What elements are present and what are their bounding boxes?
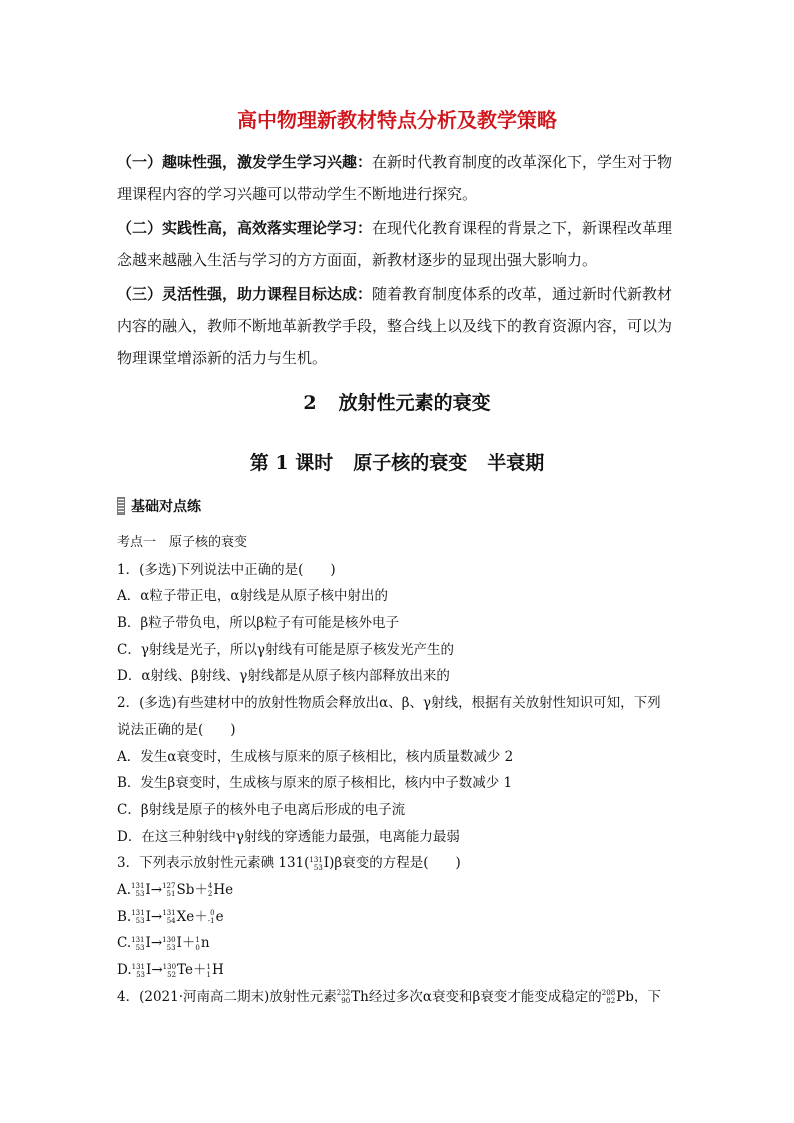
reactant: I→ xyxy=(145,881,163,898)
iodine-symbol: I xyxy=(323,855,330,872)
nuclide-charge: 0 xyxy=(195,943,200,952)
q4-stem-tail: ，下 xyxy=(633,988,661,1005)
lead-symbol: Pb xyxy=(616,988,634,1005)
section-title xyxy=(0,388,794,415)
intro-heading-1: （一）趣味性强，激发学生学习兴趣： xyxy=(117,153,373,171)
option-label: A. xyxy=(117,881,132,898)
nuclide-mass: 232 xyxy=(336,989,351,998)
nuclide xyxy=(208,882,212,898)
nuclide-charge: 53 xyxy=(135,890,145,899)
option-label: C. xyxy=(117,935,132,952)
nuclide-charge: 53 xyxy=(166,943,176,952)
nuclide xyxy=(162,882,175,898)
q2-option-d: D．在这三种射线中γ射线的穿透能力最强，电离能力最弱 xyxy=(117,828,460,845)
thorium-symbol: Th xyxy=(351,988,369,1005)
nuclide-charge: 90 xyxy=(341,997,351,1006)
practice-tag xyxy=(117,496,201,516)
nuclide-charge: 53 xyxy=(313,863,323,872)
nuclide-mass: 127 xyxy=(162,882,176,891)
nuclide xyxy=(207,963,211,979)
nuclide xyxy=(162,936,175,952)
nuclide xyxy=(132,963,145,979)
nuclide xyxy=(131,909,144,925)
product: Sb＋ xyxy=(176,881,208,898)
nuclide-charge: 2 xyxy=(207,890,213,899)
intro-text-3: 随着教育制度体系的改革，通过新时代新教材内容的融入，教师不断地革新教学手段，整合线上以及线下的教育资源内容，可以为物理课堂增添新的活力与生机。 xyxy=(117,285,673,367)
q3-stem-part: 3．下列表示放射性元素碘 131( xyxy=(117,855,310,872)
thorium-nuclide xyxy=(337,989,350,1005)
section-number: 2 xyxy=(303,392,317,414)
option-label: B. xyxy=(117,908,132,925)
lesson-topic-1: 原子核的衰变 xyxy=(353,452,468,474)
nuclide xyxy=(131,936,144,952)
q3-option-c xyxy=(117,930,679,957)
nuclide-mass: 1 xyxy=(195,935,200,944)
intro-paragraph-2 xyxy=(117,212,679,276)
nuclide-charge: 51 xyxy=(166,890,176,899)
knowledge-point: 考点一 原子核的衰变 xyxy=(117,535,248,550)
q4-stem xyxy=(117,984,679,1011)
nuclide-mass: 130 xyxy=(162,935,176,944)
q1-option-b: B．β粒子带负电，所以β粒子有可能是核外电子 xyxy=(117,615,400,632)
reactant: I→ xyxy=(146,962,163,978)
nuclide-charge: 52 xyxy=(167,970,177,979)
particle: n xyxy=(200,935,210,952)
particle: H xyxy=(211,962,224,978)
nuclide-mass: 1 xyxy=(206,962,211,971)
q2-option-a: A．发生α衰变时，生成核与原来的原子核相比，核内质量数减少 2 xyxy=(117,748,514,765)
nuclide-charge: 53 xyxy=(135,943,145,952)
q3-stem xyxy=(117,850,679,877)
lesson-title xyxy=(0,448,794,475)
nuclide xyxy=(208,909,215,925)
lesson-number: 第 1 课时 xyxy=(249,452,334,474)
nuclide xyxy=(162,909,175,925)
nuclide-mass: 131 xyxy=(131,882,145,891)
q2-stem-line2: 说法正确的是( ) xyxy=(117,721,236,738)
q2-option-c: C．β射线是原子的核外电子电离后形成的电子流 xyxy=(117,801,406,818)
iodine-nuclide xyxy=(309,856,322,872)
nuclide-mass: 131 xyxy=(162,909,176,918)
nuclide-mass: 0 xyxy=(210,909,215,918)
intro-section xyxy=(117,146,679,374)
q3-option-d xyxy=(117,957,679,984)
nuclide-charge: 1 xyxy=(206,970,211,979)
tag-bar-icon xyxy=(117,497,125,515)
reactant: I→ xyxy=(145,935,163,952)
nuclide-mass: 4 xyxy=(207,882,213,891)
nuclide-mass: 131 xyxy=(131,909,145,918)
tag-label: 基础对点练 xyxy=(131,499,201,515)
product: I＋ xyxy=(176,935,196,952)
q1-stem: 1．(多选)下列说法中正确的是( ) xyxy=(117,561,336,578)
particle: e xyxy=(215,908,224,925)
intro-heading-3: （三）灵活性强，助力课程目标达成： xyxy=(117,285,373,303)
q1-option-d: D．α射线、β射线、γ射线都是从原子核内部释放出来的 xyxy=(117,668,450,685)
nuclide-charge: 53 xyxy=(135,917,145,926)
section-name: 放射性元素的衰变 xyxy=(338,392,491,414)
q3-stem-tail: )β衰变的方程是( ) xyxy=(329,855,461,872)
q4-stem-part: 4．(2021·河南高二期末)放射性元素 xyxy=(117,988,337,1005)
lesson-topic-2: 半衰期 xyxy=(487,452,545,474)
intro-paragraph-3 xyxy=(117,278,679,374)
intro-text-2: 在现代化教育课程的背景之下，新课程改革理念越来越融入生活与学习的方方面面，新教材逐步的显现出强大影响力。 xyxy=(117,219,673,269)
nuclide xyxy=(163,963,176,979)
nuclide-mass: 131 xyxy=(131,935,145,944)
nuclide-charge: -1 xyxy=(207,917,215,926)
particle: He xyxy=(213,881,234,898)
nuclide-mass: 130 xyxy=(162,962,177,971)
nuclide xyxy=(131,882,144,898)
nuclide-mass: 131 xyxy=(309,855,323,864)
q3-option-b xyxy=(117,904,679,931)
product: Xe＋ xyxy=(176,908,208,925)
nuclide xyxy=(195,936,199,952)
q2-stem-line1: 2．(多选)有些建材中的放射性物质会释放出α、β、γ射线，根据有关放射性知识可知，下列 xyxy=(117,695,661,712)
q2-option-b: B．发生β衰变时，生成核与原来的原子核相比，核内中子数减少 1 xyxy=(117,775,513,792)
option-label: D. xyxy=(117,962,132,978)
nuclide-mass: 131 xyxy=(131,962,146,971)
nuclide-mass: 208 xyxy=(601,989,616,998)
question-list xyxy=(117,530,679,1010)
q1-option-c: C．γ射线是光子，所以γ射线有可能是原子核发光产生的 xyxy=(117,641,454,658)
lead-nuclide xyxy=(602,989,615,1005)
document-title: 高中物理新教材特点分析及教学策略 xyxy=(237,108,557,132)
nuclide-charge: 82 xyxy=(606,997,616,1006)
intro-text-1: 在新时代教育制度的改革深化下，学生对于物理课程内容的学习兴趣可以带动学生不断地进行探究。 xyxy=(117,153,673,203)
nuclide-charge: 53 xyxy=(136,970,146,979)
intro-heading-2: （二）实践性高，高效落实理论学习： xyxy=(117,219,373,237)
product: Te＋ xyxy=(177,962,207,978)
nuclide-charge: 54 xyxy=(166,917,176,926)
reactant: I→ xyxy=(145,908,163,925)
q1-option-a: A．α粒子带正电，α射线是从原子核中射出的 xyxy=(117,588,388,605)
q4-stem-middle: 经过多次α衰变和β衰变才能变成稳定的 xyxy=(368,988,602,1005)
intro-paragraph-1 xyxy=(117,146,679,210)
q3-option-a xyxy=(117,877,679,904)
